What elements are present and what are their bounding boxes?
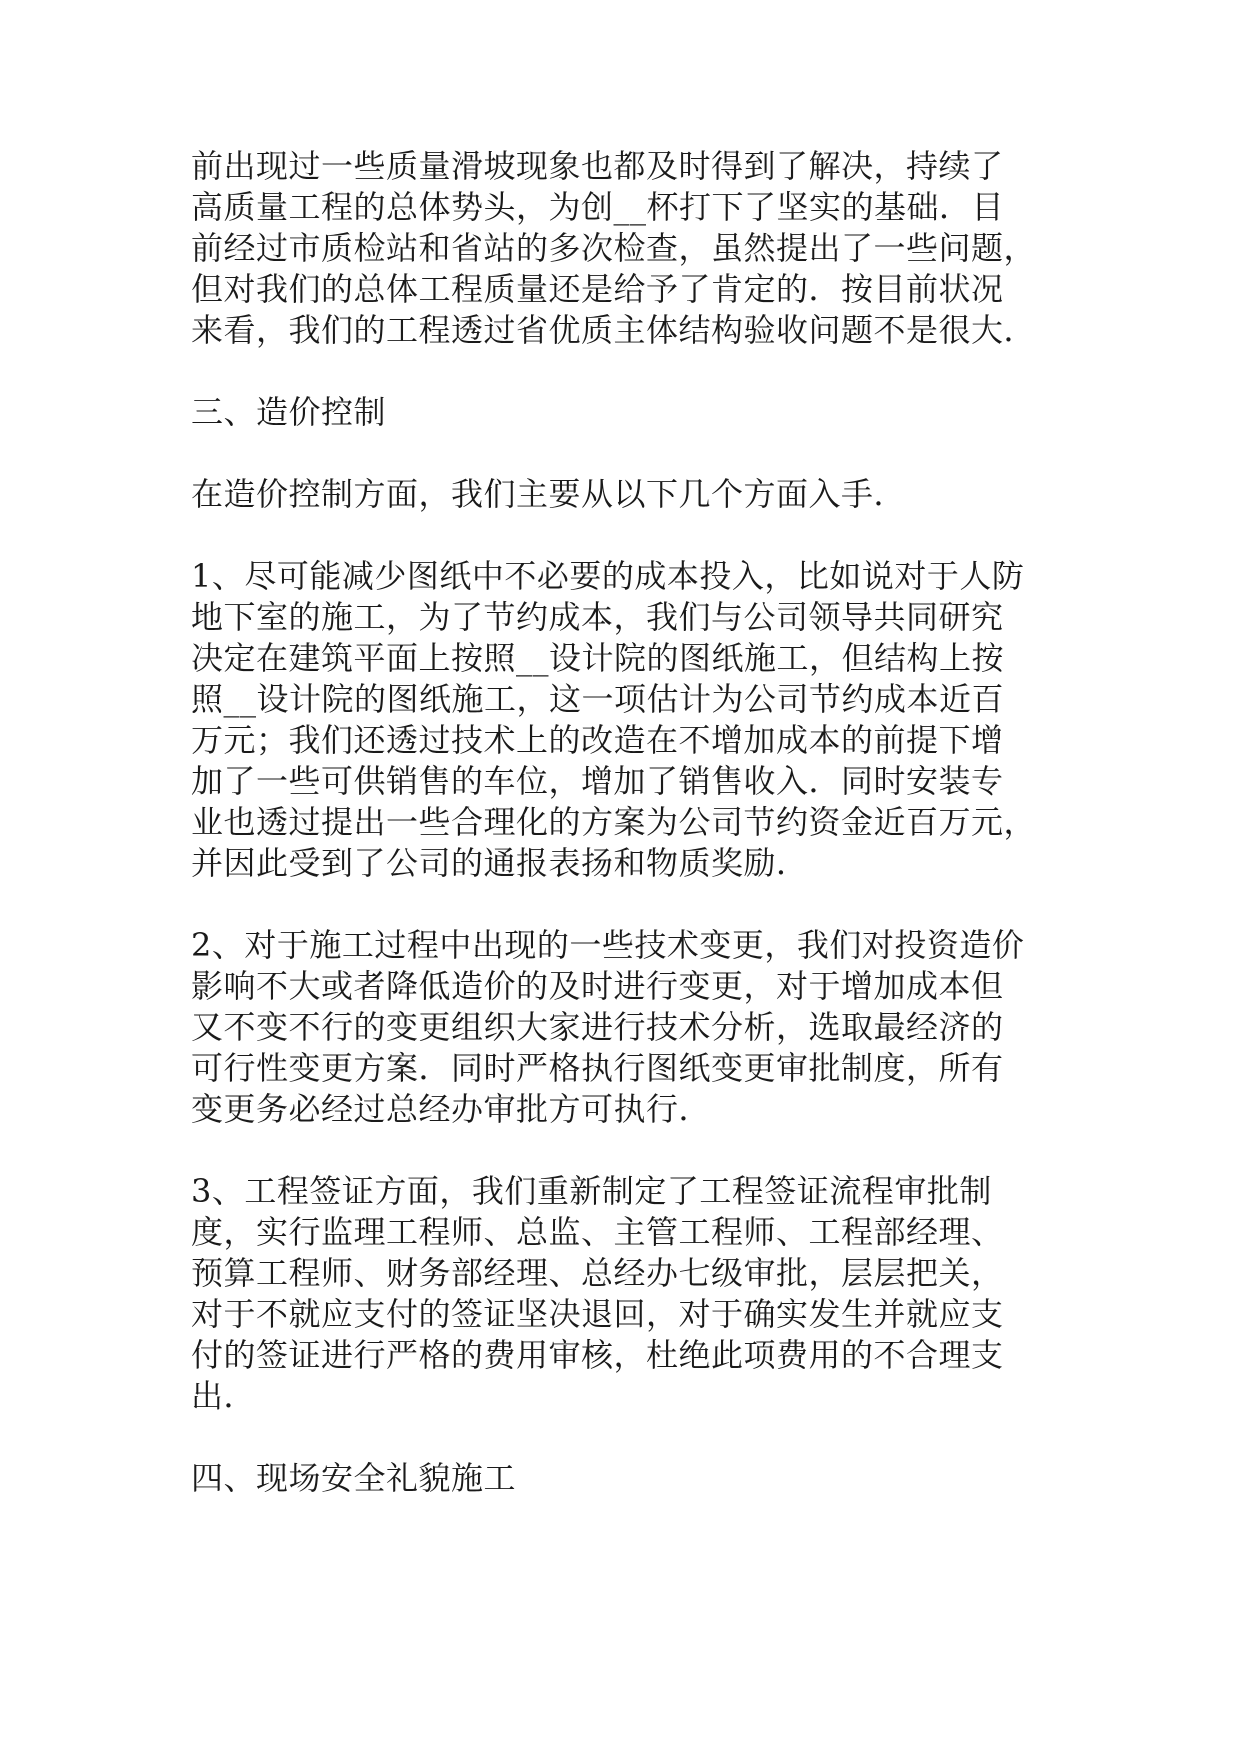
text-line: 2、对于施工过程中出现的一些技术变更，我们对投资造价 [191,926,1025,964]
text-line: 来看，我们的工程透过省优质主体结构验收问题不是很大． [191,311,1037,349]
paragraph [191,1171,1051,1417]
paragraph [191,925,1051,1130]
text-line: 变更务必经过总经办审批方可执行． [191,1090,712,1128]
document-page [191,146,1051,1499]
text-line: 地下室的施工，为了节约成本，我们与公司领导共同研究 [191,598,1004,636]
text-line: 四、现场安全礼貌施工 [191,1459,517,1497]
text-line: 出． [191,1377,257,1415]
text-line: 1、尽可能减少图纸中不必要的成本投入，比如说对于人防 [191,557,1025,595]
text-line: 万元；我们还透过技术上的改造在不增加成本的前提下增 [191,721,1004,759]
text-line: 并因此受到了公司的通报表扬和物质奖励． [191,844,809,882]
text-line: 预算工程师、财务部经理、总经办七级审批，层层把关， [191,1254,1004,1292]
paragraph [191,146,1051,351]
text-line: 三、造价控制 [191,393,387,431]
text-line: 前经过市质检站和省站的多次检查，虽然提出了一些问题， [191,229,1037,267]
text-line: 业也透过提出一些合理化的方案为公司节约资金近百万元， [191,803,1037,841]
text-line: 影响不大或者降低造价的及时进行变更，对于增加成本但 [191,967,1004,1005]
paragraph [191,1458,1051,1499]
text-line: 照__设计院的图纸施工，这一项估计为公司节约成本近百 [191,680,1005,718]
text-line: 前出现过一些质量滑坡现象也都及时得到了解决，持续了 [191,147,1004,185]
text-line: 又不变不行的变更组织大家进行技术分析，选取最经济的 [191,1008,1004,1046]
text-line: 对于不就应支付的签证坚决退回，对于确实发生并就应支 [191,1295,1004,1333]
text-line: 在造价控制方面，我们主要从以下几个方面入手． [191,475,907,513]
text-line: 3、工程签证方面，我们重新制定了工程签证流程审批制 [191,1172,992,1210]
paragraph [191,392,1051,433]
text-line: 但对我们的总体工程质量还是给予了肯定的．按目前状况 [191,270,1004,308]
text-line: 可行性变更方案．同时严格执行图纸变更审批制度，所有 [191,1049,1004,1087]
paragraph [191,556,1051,884]
paragraph [191,474,1051,515]
text-line: 加了一些可供销售的车位，增加了销售收入．同时安装专 [191,762,1004,800]
text-line: 度，实行监理工程师、总监、主管工程师、工程部经理、 [191,1213,1004,1251]
text-line: 付的签证进行严格的费用审核，杜绝此项费用的不合理支 [191,1336,1004,1374]
text-line: 决定在建筑平面上按照__设计院的图纸施工，但结构上按 [191,639,1005,677]
text-line: 高质量工程的总体势头，为创__杯打下了坚实的基础．目 [191,188,1005,226]
